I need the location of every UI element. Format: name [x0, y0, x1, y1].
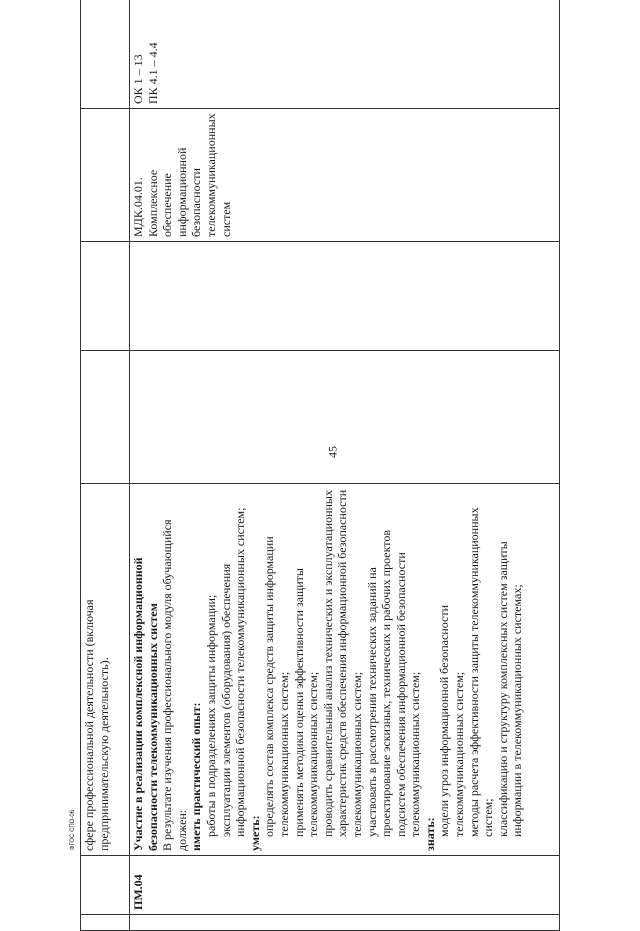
cell-empty [130, 242, 560, 351]
mdk-code: МДК.04.01. [131, 177, 145, 237]
competency-ok: ОК 1 – 13 [131, 54, 145, 104]
list-item: методы расчета эффективности защиты телекоммуникационных систем; [466, 507, 496, 837]
list-item: определять состав комплекса средств защиты информации телекоммуникационных систем; [262, 536, 291, 837]
mdk-title: Комплексное обеспечение информационной безопасности телекоммуникационных систем [145, 113, 233, 237]
table-row-top [81, 0, 130, 931]
page-number: 45 [325, 446, 340, 458]
list-item: применять методики оценки эффективности защиты телекоммуникационных систем; [291, 568, 321, 837]
cell-empty [81, 0, 130, 109]
module-description [130, 484, 560, 856]
table-row-module [130, 0, 560, 931]
mdk-cell [130, 109, 560, 242]
list-item: участвовать в рассмотрении технических заданий на проектирование эскизных, технических и рабочих проектов подсистем обеспечения информационной безопасности телекоммуникационных систем; [364, 529, 423, 837]
cell-empty [130, 351, 560, 484]
cell-empty [81, 351, 130, 484]
list-item: модели угроз информационной безопасности телекоммуникационных систем; [437, 604, 467, 837]
list-item: проводить сравнительный анализ технических и эксплуатационных характеристик средств обеспечения информационной безопасности телекоммуникационных систем; [320, 489, 364, 837]
list-item: эксплуатации элементов (оборудования) обеспечения информационной безопасности телекоммуникационных систем; [218, 507, 248, 837]
footer-standard-mark: ФГОС СПО-06 [70, 809, 76, 851]
module-title: Участие в реализации комплексной информационной безопасности телекоммуникационных систем [131, 557, 160, 851]
cell-empty [81, 109, 130, 242]
cell-empty [81, 915, 130, 931]
cell-empty [81, 242, 130, 351]
cell-empty [130, 915, 560, 931]
practice-header: иметь практический опыт: [189, 702, 204, 851]
competencies-cell [130, 0, 560, 109]
list-item: работы в подразделениях защиты информации; [203, 594, 218, 837]
skills-header: уметь: [247, 815, 262, 851]
knowledge-header: знать: [422, 817, 437, 851]
rotated-table-wrapper [80, 31, 560, 931]
cell-code-empty [81, 856, 130, 915]
curriculum-table [80, 0, 560, 931]
module-code: ПМ.04 [130, 856, 560, 915]
list-item: классификацию и структуру комплексных систем защиты информации в телекоммуникационных системах; [495, 541, 525, 837]
module-intro: В результате изучения профессионального модуля обучающийся должен: [160, 519, 189, 851]
cell-top-text: сфере профессиональной деятельности (включая предпринимательскую деятельность). [81, 484, 130, 856]
competency-pk: ПК 4.1 – 4.4 [145, 42, 160, 104]
